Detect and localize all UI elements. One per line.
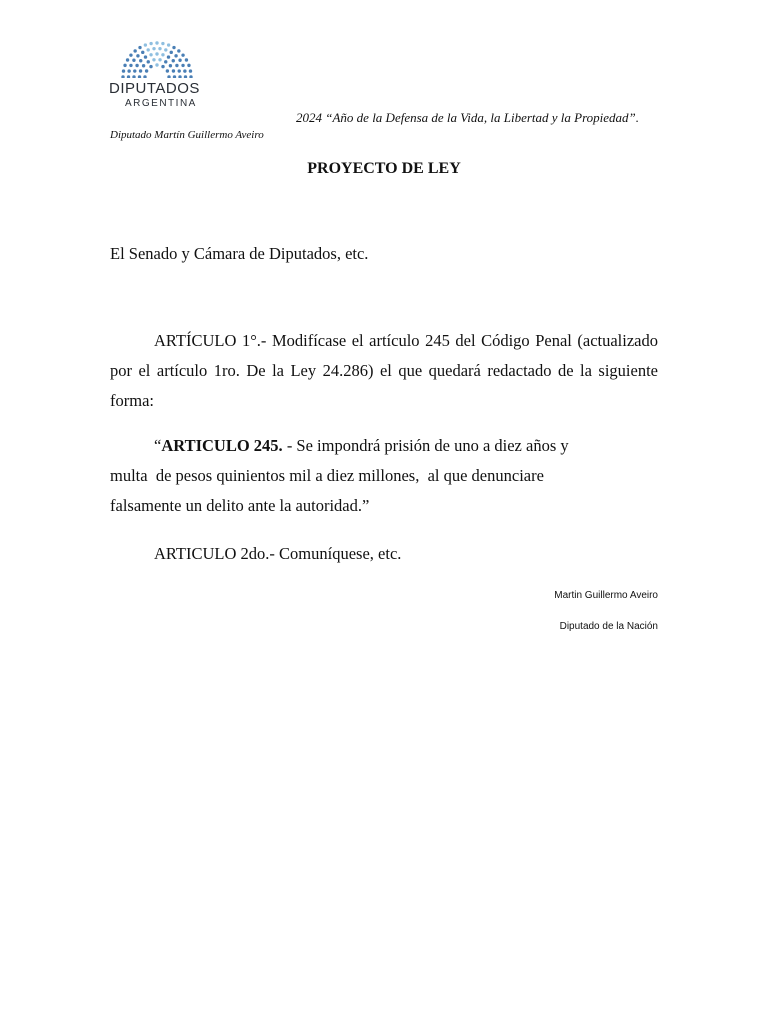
deputy-header-name: Diputado Martín Guillermo Aveiro bbox=[110, 129, 264, 141]
logo-dot bbox=[178, 69, 181, 72]
logo-dot bbox=[122, 69, 125, 72]
article-2: ARTICULO 2do.- Comuníquese, etc. bbox=[154, 544, 402, 563]
logo-dot bbox=[152, 47, 155, 50]
logo-dot bbox=[167, 43, 170, 46]
logo-dot bbox=[177, 49, 180, 52]
year-motto: 2024 “Año de la Defensa de la Vida, la Libertad y la Propiedad”. bbox=[296, 110, 640, 125]
logo-dot bbox=[175, 64, 178, 67]
logo-dot bbox=[132, 59, 135, 62]
logo-dot bbox=[132, 75, 135, 78]
logo-dot bbox=[158, 47, 161, 50]
document-title: PROYECTO DE LEY bbox=[307, 160, 461, 177]
logo-dot bbox=[167, 75, 170, 78]
logo-dot bbox=[167, 55, 170, 58]
article-245-quote bbox=[110, 431, 658, 521]
diputados-logo bbox=[107, 40, 207, 112]
logo-dot bbox=[127, 69, 130, 72]
logo-dot bbox=[138, 46, 141, 49]
article-1: ARTÍCULO 1°.- Modifícase el artículo 245 del Código Penal (actualizado por el artículo 1ro. De la Ley 24.286) el que quedará redactado de la siguiente forma: bbox=[110, 331, 658, 410]
logo-dot bbox=[139, 59, 142, 62]
logo-dot bbox=[181, 53, 184, 56]
logo-dot bbox=[149, 65, 152, 68]
logo-dot bbox=[121, 75, 124, 78]
greeting: El Senado y Cámara de Diputados, etc. bbox=[110, 244, 369, 263]
logo-dot bbox=[152, 58, 155, 61]
logo-dot bbox=[149, 42, 152, 45]
logo-dot bbox=[138, 75, 141, 78]
logo-dot bbox=[189, 75, 192, 78]
logo-dot bbox=[135, 64, 138, 67]
logo-dot bbox=[145, 69, 148, 72]
logo-dot bbox=[164, 48, 167, 51]
logo-dot bbox=[170, 51, 173, 54]
congress-dome-icon bbox=[121, 40, 193, 78]
logo-dot bbox=[142, 64, 145, 67]
logo-dot bbox=[161, 65, 164, 68]
logo-dot bbox=[126, 58, 129, 61]
logo-dot bbox=[166, 69, 169, 72]
logo-dot bbox=[178, 75, 181, 78]
logo-dot bbox=[155, 41, 158, 44]
logo-dot bbox=[136, 54, 139, 57]
logo-dot bbox=[172, 69, 175, 72]
logo-dot bbox=[127, 75, 130, 78]
logo-dot bbox=[133, 69, 136, 72]
logo-dot bbox=[141, 51, 144, 54]
open-quote: “ bbox=[154, 436, 162, 455]
logo-dot bbox=[172, 59, 175, 62]
logo-dot bbox=[164, 60, 167, 63]
logo-dot bbox=[169, 64, 172, 67]
signature-name: Martin Guillermo Aveiro bbox=[554, 590, 658, 601]
logo-dot bbox=[147, 60, 150, 63]
logo-name: DIPUTADOS bbox=[109, 80, 200, 97]
article-245-line-2: multa de pesos quinientos mil a diez millones, al que denunciare bbox=[110, 466, 544, 485]
logo-dot bbox=[144, 43, 147, 46]
logo-dot bbox=[183, 69, 186, 72]
logo-dot bbox=[172, 46, 175, 49]
logo-dot bbox=[178, 59, 181, 62]
logo-dot bbox=[155, 52, 158, 55]
logo-dot bbox=[123, 64, 126, 67]
logo-dot bbox=[129, 64, 132, 67]
logo-dot bbox=[158, 58, 161, 61]
logo-dot bbox=[185, 58, 188, 61]
logo-dot bbox=[189, 69, 192, 72]
logo-dot bbox=[173, 75, 176, 78]
logo-dot bbox=[161, 53, 164, 56]
logo-dot bbox=[155, 63, 158, 66]
logo-dot bbox=[181, 64, 184, 67]
logo-dot bbox=[174, 54, 177, 57]
logo-dot bbox=[149, 53, 152, 56]
logo-dot bbox=[184, 75, 187, 78]
article-245-line-3: falsamente un delito ante la autoridad.” bbox=[110, 496, 370, 515]
logo-dot bbox=[133, 49, 136, 52]
article-245-heading: ARTICULO 245. bbox=[161, 436, 283, 455]
logo-country: ARGENTINA bbox=[125, 98, 197, 109]
article-245-line-1-text: - Se impondrá prisión de uno a diez años y bbox=[282, 436, 569, 455]
logo-dot bbox=[146, 48, 149, 51]
logo-dot bbox=[144, 55, 147, 58]
logo-dot bbox=[139, 69, 142, 72]
logo-dot bbox=[129, 53, 132, 56]
logo-dot bbox=[161, 42, 164, 45]
article-245-line-1 bbox=[110, 431, 658, 461]
logo-dot bbox=[143, 75, 146, 78]
logo-dot bbox=[187, 64, 190, 67]
signature-role: Diputado de la Nación bbox=[559, 621, 658, 632]
